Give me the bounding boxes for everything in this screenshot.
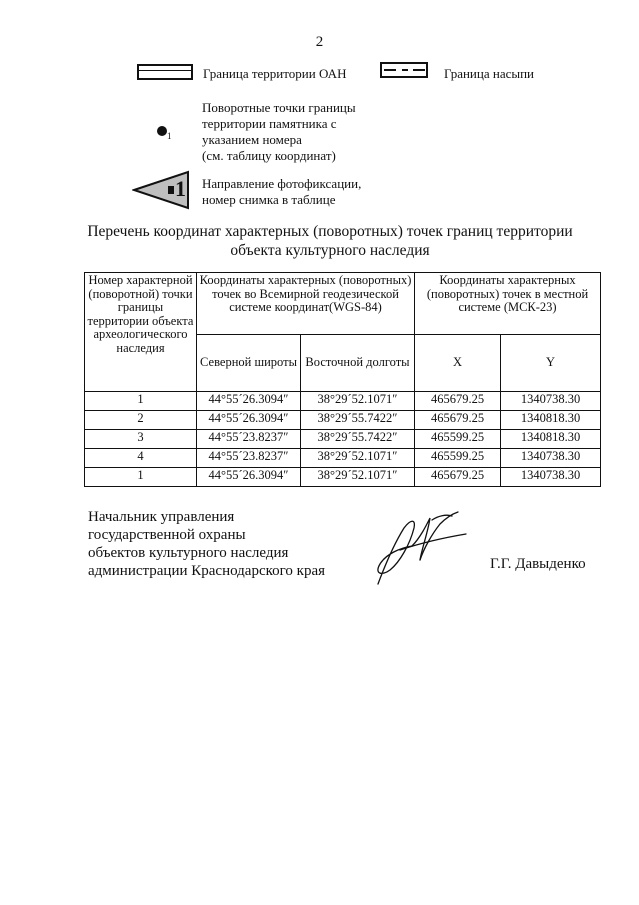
latitude: 44°55´26.3094″ (197, 392, 301, 411)
point-number: 4 (85, 449, 197, 468)
table-row (85, 449, 601, 468)
longitude: 38°29´52.1071″ (301, 449, 415, 468)
embankment-border-label: Граница насыпи (444, 66, 535, 81)
x-value: 465599.25 (415, 430, 501, 449)
y-value: 1340818.30 (501, 411, 601, 430)
latitude-header: Северной широты (197, 335, 301, 392)
latitude: 44°55´23.8237″ (197, 449, 301, 468)
x-value: 465599.25 (415, 449, 501, 468)
turning-point-number: 1 (167, 131, 172, 141)
page-number: 2 (315, 34, 324, 50)
y-value: 1340738.30 (501, 449, 601, 468)
longitude-header: Восточной долготы (301, 335, 415, 392)
point-number: 3 (85, 430, 197, 449)
longitude: 38°29´52.1071″ (301, 392, 415, 411)
table-row (85, 411, 601, 430)
photo-number: 1 (175, 176, 186, 201)
handwritten-signature (360, 508, 470, 588)
y-value: 1340738.30 (501, 392, 601, 411)
wgs-header: Координаты характерных (поворотных) точек во Всемирной геодезической системе координат(WGS-84) (197, 273, 415, 335)
coordinates-list-title: Перечень координат характерных (поворотных) точек границ территории объекта культурного наследия (87, 223, 573, 259)
latitude: 44°55´26.3094″ (197, 468, 301, 487)
x-header: X (415, 335, 501, 392)
table-row (85, 392, 601, 411)
signatory-name: Г.Г. Давыденко (490, 556, 586, 572)
x-value: 465679.25 (415, 411, 501, 430)
coordinates-table (84, 272, 601, 487)
y-header: Y (501, 335, 601, 392)
y-value: 1340738.30 (501, 468, 601, 487)
oan-border-label: Граница территории ОАН (203, 66, 347, 81)
table-row (85, 468, 601, 487)
point-number: 1 (85, 392, 197, 411)
oan-border-symbol (137, 64, 193, 80)
signatory-position: Начальник управления государственной охраны объектов культурного наследия администрации Краснодарского края (88, 509, 326, 579)
longitude: 38°29´55.7422″ (301, 411, 415, 430)
longitude: 38°29´52.1071″ (301, 468, 415, 487)
y-value: 1340818.30 (501, 430, 601, 449)
latitude: 44°55´26.3094″ (197, 411, 301, 430)
turning-points-label: Поворотные точки границы территории памятника с указанием номера (см. таблицу координат) (202, 100, 356, 163)
photo-direction-label: Направление фотофиксации, номер снимка в таблице (202, 176, 362, 207)
embankment-border-symbol (380, 62, 428, 78)
point-number-header: Номер характерной (поворотной) точки границы территории объекта археологического наследия (85, 273, 197, 392)
point-number: 2 (85, 411, 197, 430)
point-number: 1 (85, 468, 197, 487)
x-value: 465679.25 (415, 392, 501, 411)
table-row (85, 430, 601, 449)
x-value: 465679.25 (415, 468, 501, 487)
longitude: 38°29´55.7422″ (301, 430, 415, 449)
latitude: 44°55´23.8237″ (197, 430, 301, 449)
msk-header: Координаты характерных (поворотных) точек в местной системе (МСК-23) (415, 273, 601, 335)
